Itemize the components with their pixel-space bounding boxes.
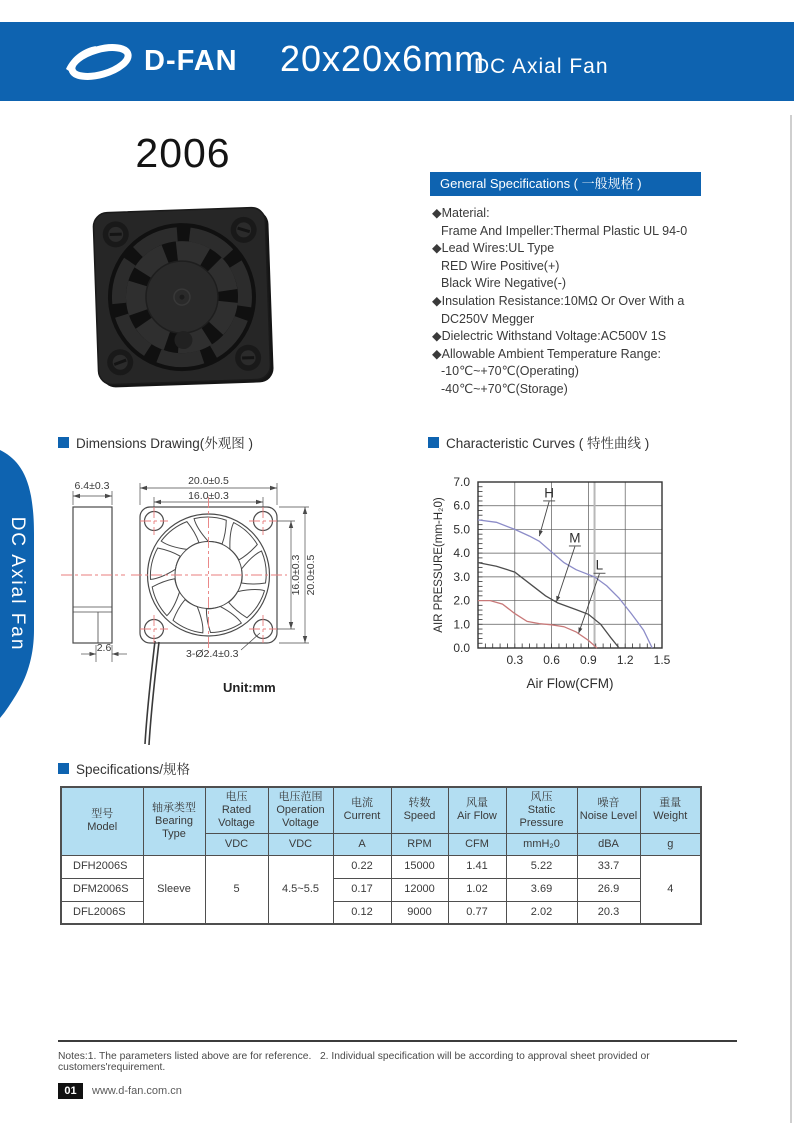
cell-rated-voltage: 5 xyxy=(205,855,268,924)
brand-logo xyxy=(62,36,238,86)
spec-line: Black Wire Negative(-) xyxy=(441,276,567,291)
y-axis-title: AIR PRESSURE(mm-H₂0) xyxy=(433,497,445,633)
cell-air-flow: 1.02 xyxy=(448,878,506,901)
size-title: 20x20x6mm xyxy=(280,38,486,79)
page-edge-line xyxy=(790,115,792,1123)
y-tick-label: 2.0 xyxy=(453,593,470,608)
dim-wire-offset: 2.6 xyxy=(96,642,112,654)
curve-M xyxy=(478,563,619,648)
dim-depth: 6.4±0.3 xyxy=(74,480,110,492)
y-tick-label: 3.0 xyxy=(453,569,470,584)
cell-static-pressure: 5.22 xyxy=(506,855,577,878)
y-tick-label: 4.0 xyxy=(453,546,470,561)
col-header-operation-voltage: 电压范围 Operation Voltage xyxy=(268,787,333,833)
product-type-label: DC Axial Fan xyxy=(474,55,609,78)
dim-hole-pitch-h: 16.0±0.3 xyxy=(290,554,302,596)
cell-static-pressure: 3.69 xyxy=(506,878,577,901)
spec-line: ◆Material: xyxy=(432,206,490,220)
col-header-noise: 噪音 Noise Level xyxy=(577,787,640,833)
spec-line: Frame And Impeller:Thermal Plastic UL 94-0 xyxy=(441,223,688,238)
notes-line: Notes:1. The parameters listed above are for reference. 2. Individual specification will be according to approval sheet provided or customers'requirement. xyxy=(58,1051,653,1073)
website-text: www.d-fan.com.cn xyxy=(92,1085,182,1097)
header-bar xyxy=(0,22,794,101)
col-header-speed: 转数 Speed xyxy=(391,787,448,833)
cell-model: DFL2006S xyxy=(61,901,143,924)
col-header-weight: 重量 Weight xyxy=(640,787,701,833)
arrowhead xyxy=(579,627,583,633)
curve-label-M: M xyxy=(569,530,581,546)
cell-current: 0.12 xyxy=(333,901,391,924)
cell-current: 0.22 xyxy=(333,855,391,878)
cell-speed: 12000 xyxy=(391,878,448,901)
curve-label-H: H xyxy=(544,485,555,501)
cell-air-flow: 0.77 xyxy=(448,901,506,924)
general-specs-title: General Specifications ( 一般规格 ) xyxy=(430,172,701,196)
col-header-current: 电流 Current xyxy=(333,787,391,833)
cell-weight: 4 xyxy=(640,855,701,924)
table-row xyxy=(61,855,701,878)
cell-noise: 20.3 xyxy=(577,901,640,924)
y-tick-label: 5.0 xyxy=(453,522,470,537)
dim-mount-holes: 3-Ø2.4±0.3 xyxy=(186,648,239,660)
spec-line: DC250V Megger xyxy=(441,311,535,326)
cell-speed: 9000 xyxy=(391,901,448,924)
cell-model: DFM2006S xyxy=(61,878,143,901)
unit-air-flow: CFM xyxy=(448,833,506,855)
general-specs-list xyxy=(432,205,732,399)
x-tick-label: 0.6 xyxy=(543,653,560,667)
spec-line: -10℃~+70℃(Operating) xyxy=(441,364,579,379)
cell-speed: 15000 xyxy=(391,855,448,878)
y-tick-label: 7.0 xyxy=(453,475,470,489)
col-header-rated-voltage: 电压 Rated Voltage xyxy=(205,787,268,833)
spec-line: -40℃~+70℃(Storage) xyxy=(441,381,568,396)
x-tick-label: 1.5 xyxy=(653,653,671,667)
dim-hole-pitch-w: 16.0±0.3 xyxy=(188,490,229,502)
spec-line: ◆Dielectric Withstand Voltage:AC500V 1S xyxy=(432,329,667,344)
unit-noise: dBA xyxy=(577,833,640,855)
y-tick-label: 0.0 xyxy=(453,641,470,655)
unit-weight: g xyxy=(640,833,701,855)
characteristic-curves-chart xyxy=(420,455,794,705)
model-title: 2006 xyxy=(135,130,231,176)
x-tick-label: 0.9 xyxy=(580,653,597,667)
arrowhead xyxy=(539,530,543,536)
curve-H xyxy=(478,520,652,648)
x-tick-label: 0.3 xyxy=(506,653,524,667)
plot-border xyxy=(478,482,662,648)
dimensions-section-title: Dimensions Drawing(外观图 ) xyxy=(58,432,253,452)
blue-square-bullet-icon xyxy=(58,437,69,448)
col-header-air-flow: 风量 Air Flow xyxy=(448,787,506,833)
col-header-bearing: 轴承类型 Bearing Type xyxy=(143,787,205,855)
blue-square-bullet-icon xyxy=(58,763,69,774)
cell-model: DFH2006S xyxy=(61,855,143,878)
unit-current: A xyxy=(333,833,391,855)
spec-line: RED Wire Positive(+) xyxy=(441,258,560,273)
x-axis-title: Air Flow(CFM) xyxy=(526,676,614,691)
spec-line: ◆Allowable Ambient Temperature Range: xyxy=(432,346,661,361)
cell-noise: 26.9 xyxy=(577,878,640,901)
side-tab xyxy=(0,448,48,720)
curves-section-title: Characteristic Curves ( 特性曲线 ) xyxy=(428,432,649,452)
y-tick-label: 6.0 xyxy=(453,498,470,513)
cell-static-pressure: 2.02 xyxy=(506,901,577,924)
footer-rule xyxy=(58,1040,737,1042)
unit-speed: RPM xyxy=(391,833,448,855)
y-tick-label: 1.0 xyxy=(453,617,470,632)
label-leader xyxy=(557,546,575,601)
brand-name: D-FAN xyxy=(144,44,238,77)
dim-outer-width: 20.0±0.5 xyxy=(188,475,229,487)
unit-note: Unit:mm xyxy=(223,680,276,695)
curve-label-L: L xyxy=(595,557,604,573)
unit-operation-voltage: VDC xyxy=(268,833,333,855)
fan-swoosh-icon xyxy=(62,36,140,86)
cell-operation-voltage: 4.5~5.5 xyxy=(268,855,333,924)
unit-static-pressure: mmH₂0 xyxy=(506,833,577,855)
cell-bearing: Sleeve xyxy=(143,855,205,924)
spec-line: ◆Lead Wires:UL Type xyxy=(432,241,555,256)
x-tick-label: 1.2 xyxy=(616,653,634,667)
fan-product-image xyxy=(88,200,280,396)
cell-noise: 33.7 xyxy=(577,855,640,878)
side-tab-label: DC Axial Fan xyxy=(6,516,28,652)
unit-rated-voltage: VDC xyxy=(205,833,268,855)
blue-square-bullet-icon xyxy=(428,437,439,448)
dim-outer-height: 20.0±0.5 xyxy=(305,554,317,596)
cell-current: 0.17 xyxy=(333,878,391,901)
specifications-section-title: Specifications/规格 xyxy=(58,758,190,778)
col-header-static-pressure: 风压 Static Pressure xyxy=(506,787,577,833)
spec-line: ◆Insulation Resistance:10MΩ Or Over With a xyxy=(432,293,685,308)
cell-air-flow: 1.41 xyxy=(448,855,506,878)
page-number-badge: 01 xyxy=(58,1083,83,1099)
dimensions-drawing xyxy=(55,455,420,755)
col-header-model: 型号 Model xyxy=(61,787,143,855)
specifications-table xyxy=(60,786,702,925)
